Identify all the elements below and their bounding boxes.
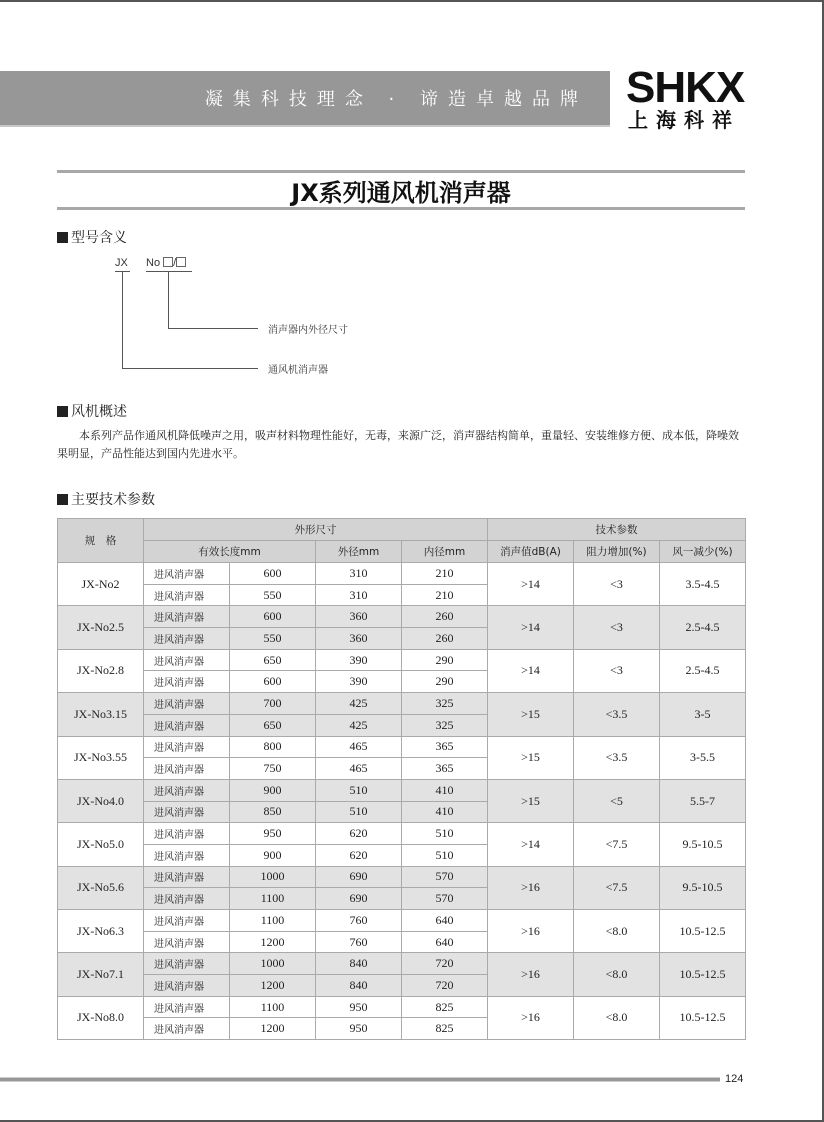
header-banner — [0, 71, 610, 127]
cell-model: JX-No5.6 — [58, 866, 144, 909]
header-tech: 技术参数 — [488, 519, 746, 541]
cell-type: 进风消声器 — [144, 975, 230, 997]
cell-resist: <3.5 — [574, 736, 660, 779]
cell-inner: 290 — [402, 671, 488, 693]
code-separator: / — [173, 257, 177, 269]
connector-size-vertical — [168, 271, 169, 328]
cell-resist: <3 — [574, 649, 660, 692]
cell-inner: 365 — [402, 758, 488, 780]
cell-outer: 620 — [316, 823, 402, 845]
overview-paragraph — [57, 427, 747, 463]
cell-inner: 640 — [402, 931, 488, 953]
header-length: 有效长度mm — [144, 541, 316, 563]
logo-letter-k: K — [685, 63, 716, 112]
page-number: 124 — [725, 1073, 744, 1085]
cell-length: 600 — [230, 563, 316, 585]
cell-db: >14 — [488, 649, 574, 692]
cell-inner: 720 — [402, 975, 488, 997]
cell-db: >15 — [488, 693, 574, 736]
cell-outer: 425 — [316, 693, 402, 715]
banner-slogan: 凝集科技理念 · 谛造卓越品牌 — [204, 89, 588, 110]
cell-model: JX-No2.5 — [58, 606, 144, 649]
table-row — [58, 736, 746, 758]
section-heading-overview — [57, 401, 127, 421]
cell-type: 进风消声器 — [144, 628, 230, 650]
cell-type: 进风消声器 — [144, 866, 230, 888]
cell-outer: 950 — [316, 996, 402, 1018]
code-number — [146, 257, 186, 269]
cell-type: 进风消声器 — [144, 1018, 230, 1040]
cell-model: JX-No3.55 — [58, 736, 144, 779]
cell-air: 2.5-4.5 — [660, 649, 746, 692]
cell-air: 3.5-4.5 — [660, 563, 746, 606]
cell-inner: 640 — [402, 910, 488, 932]
cell-type: 进风消声器 — [144, 736, 230, 758]
cell-air: 2.5-4.5 — [660, 606, 746, 649]
cell-length: 750 — [230, 758, 316, 780]
cell-type: 进风消声器 — [144, 953, 230, 975]
placeholder-box-icon — [176, 257, 186, 267]
section-heading-text: 型号含义 — [71, 230, 127, 246]
cell-model: JX-No3.15 — [58, 693, 144, 736]
cell-outer: 360 — [316, 628, 402, 650]
cell-db: >14 — [488, 563, 574, 606]
company-logo — [626, 63, 756, 132]
cell-outer: 465 — [316, 736, 402, 758]
logo-letters-sh: SH — [626, 63, 686, 112]
cell-outer: 360 — [316, 606, 402, 628]
cell-type: 进风消声器 — [144, 606, 230, 628]
cell-inner: 210 — [402, 584, 488, 606]
cell-type: 进风消声器 — [144, 779, 230, 801]
cell-type: 进风消声器 — [144, 758, 230, 780]
cell-length: 1100 — [230, 910, 316, 932]
cell-length: 650 — [230, 714, 316, 736]
cell-outer: 465 — [316, 758, 402, 780]
cell-type: 进风消声器 — [144, 844, 230, 866]
logo-letter-x: X — [715, 63, 745, 112]
cell-type: 进风消声器 — [144, 714, 230, 736]
cell-length: 850 — [230, 801, 316, 823]
page-title: JX系列通风机消声器 — [291, 179, 511, 207]
cell-model: JX-No7.1 — [58, 953, 144, 996]
bullet-square-icon — [57, 232, 68, 243]
cell-type: 进风消声器 — [144, 996, 230, 1018]
overview-text: 本系列产品作通风机降低噪声之用，吸声材料物理性能好，无毒，来源广泛，消声器结构简单，重量轻、安装维修方便、成本低，降噪效果明显，产品性能达到国内先进水平。 — [57, 429, 739, 460]
cell-outer: 310 — [316, 584, 402, 606]
spec-table — [57, 518, 746, 1040]
header-inner: 内径mm — [402, 541, 488, 563]
cell-outer: 390 — [316, 671, 402, 693]
cell-air: 5.5-7 — [660, 779, 746, 822]
cell-length: 900 — [230, 779, 316, 801]
connector-type-horizontal — [122, 368, 258, 369]
cell-type: 进风消声器 — [144, 823, 230, 845]
cell-inner: 825 — [402, 1018, 488, 1040]
table-row — [58, 693, 746, 715]
cell-type: 进风消声器 — [144, 801, 230, 823]
cell-db: >15 — [488, 736, 574, 779]
cell-inner: 410 — [402, 779, 488, 801]
cell-air: 10.5-12.5 — [660, 953, 746, 996]
cell-outer: 840 — [316, 975, 402, 997]
cell-length: 1100 — [230, 888, 316, 910]
cell-outer: 620 — [316, 844, 402, 866]
table-row — [58, 823, 746, 845]
table-row — [58, 953, 746, 975]
cell-resist: <8.0 — [574, 996, 660, 1039]
cell-db: >14 — [488, 823, 574, 866]
cell-type: 进风消声器 — [144, 888, 230, 910]
cell-inner: 325 — [402, 714, 488, 736]
title-rule-bottom — [57, 207, 745, 210]
cell-resist: <3 — [574, 563, 660, 606]
cell-length: 1000 — [230, 866, 316, 888]
cell-inner: 260 — [402, 628, 488, 650]
cell-inner: 210 — [402, 563, 488, 585]
cell-length: 800 — [230, 736, 316, 758]
cell-inner: 570 — [402, 866, 488, 888]
cell-air: 10.5-12.5 — [660, 910, 746, 953]
cell-resist: <5 — [574, 779, 660, 822]
cell-outer: 760 — [316, 931, 402, 953]
cell-model: JX-No2 — [58, 563, 144, 606]
cell-type: 进风消声器 — [144, 671, 230, 693]
header-air: 风一减少(%) — [660, 541, 746, 563]
connector-size-horizontal — [168, 328, 258, 329]
cell-length: 900 — [230, 844, 316, 866]
cell-inner: 570 — [402, 888, 488, 910]
cell-resist: <8.0 — [574, 910, 660, 953]
connector-type-vertical — [122, 271, 123, 368]
cell-inner: 365 — [402, 736, 488, 758]
table-row — [58, 866, 746, 888]
cell-resist: <7.5 — [574, 866, 660, 909]
cell-resist: <3.5 — [574, 693, 660, 736]
cell-length: 650 — [230, 649, 316, 671]
cell-inner: 510 — [402, 844, 488, 866]
cell-db: >14 — [488, 606, 574, 649]
cell-db: >16 — [488, 866, 574, 909]
cell-length: 950 — [230, 823, 316, 845]
label-size: 消声器内外径尺寸 — [268, 325, 348, 336]
section-heading-text: 主要技术参数 — [71, 492, 155, 508]
cell-outer: 690 — [316, 866, 402, 888]
table-row — [58, 996, 746, 1018]
cell-length: 700 — [230, 693, 316, 715]
cell-model: JX-No4.0 — [58, 779, 144, 822]
cell-length: 1000 — [230, 953, 316, 975]
cell-length: 550 — [230, 584, 316, 606]
cell-outer: 310 — [316, 563, 402, 585]
section-heading-text: 风机概述 — [71, 404, 127, 420]
code-no-text: No — [146, 257, 161, 269]
model-code-diagram — [100, 250, 400, 380]
header-db: 消声值dB(A) — [488, 541, 574, 563]
cell-air: 10.5-12.5 — [660, 996, 746, 1039]
cell-air: 9.5-10.5 — [660, 823, 746, 866]
cell-db: >16 — [488, 953, 574, 996]
cell-db: >16 — [488, 996, 574, 1039]
cell-length: 1200 — [230, 975, 316, 997]
bullet-square-icon — [57, 406, 68, 417]
cell-model: JX-No2.8 — [58, 649, 144, 692]
spec-table-body — [58, 563, 746, 1040]
logo-chinese: 上海科祥 — [628, 108, 740, 132]
cell-length: 1200 — [230, 1018, 316, 1040]
cell-outer: 510 — [316, 801, 402, 823]
placeholder-box-icon — [163, 257, 173, 267]
cell-db: >16 — [488, 910, 574, 953]
section-heading-model — [57, 227, 127, 247]
header-spec: 规 格 — [58, 519, 144, 563]
header-resist: 阻力增加(%) — [574, 541, 660, 563]
cell-inner: 290 — [402, 649, 488, 671]
cell-air: 9.5-10.5 — [660, 866, 746, 909]
cell-resist: <7.5 — [574, 823, 660, 866]
cell-inner: 325 — [402, 693, 488, 715]
cell-resist: <3 — [574, 606, 660, 649]
cell-type: 进风消声器 — [144, 693, 230, 715]
cell-resist: <8.0 — [574, 953, 660, 996]
cell-length: 600 — [230, 606, 316, 628]
label-type: 通风机消声器 — [268, 365, 328, 376]
table-row — [58, 606, 746, 628]
header-dimensions: 外形尺寸 — [144, 519, 488, 541]
footer-bar — [0, 1077, 720, 1082]
table-row — [58, 779, 746, 801]
cell-model: JX-No5.0 — [58, 823, 144, 866]
cell-inner: 720 — [402, 953, 488, 975]
cell-length: 600 — [230, 671, 316, 693]
cell-length: 1100 — [230, 996, 316, 1018]
cell-outer: 840 — [316, 953, 402, 975]
cell-outer: 510 — [316, 779, 402, 801]
cell-model: JX-No6.3 — [58, 910, 144, 953]
code-prefix: JX — [115, 257, 128, 269]
table-row — [58, 649, 746, 671]
cell-length: 1200 — [230, 931, 316, 953]
table-row — [58, 910, 746, 932]
table-row — [58, 563, 746, 585]
cell-outer: 390 — [316, 649, 402, 671]
header-outer: 外径mm — [316, 541, 402, 563]
cell-outer: 760 — [316, 910, 402, 932]
cell-air: 3-5.5 — [660, 736, 746, 779]
cell-db: >15 — [488, 779, 574, 822]
cell-type: 进风消声器 — [144, 584, 230, 606]
number-underline — [146, 271, 192, 272]
cell-type: 进风消声器 — [144, 931, 230, 953]
cell-inner: 260 — [402, 606, 488, 628]
section-heading-params — [57, 489, 155, 509]
cell-inner: 510 — [402, 823, 488, 845]
cell-inner: 825 — [402, 996, 488, 1018]
bullet-square-icon — [57, 494, 68, 505]
cell-type: 进风消声器 — [144, 563, 230, 585]
cell-model: JX-No8.0 — [58, 996, 144, 1039]
cell-outer: 690 — [316, 888, 402, 910]
cell-inner: 410 — [402, 801, 488, 823]
cell-type: 进风消声器 — [144, 649, 230, 671]
cell-air: 3-5 — [660, 693, 746, 736]
cell-length: 550 — [230, 628, 316, 650]
cell-type: 进风消声器 — [144, 910, 230, 932]
cell-outer: 950 — [316, 1018, 402, 1040]
cell-outer: 425 — [316, 714, 402, 736]
